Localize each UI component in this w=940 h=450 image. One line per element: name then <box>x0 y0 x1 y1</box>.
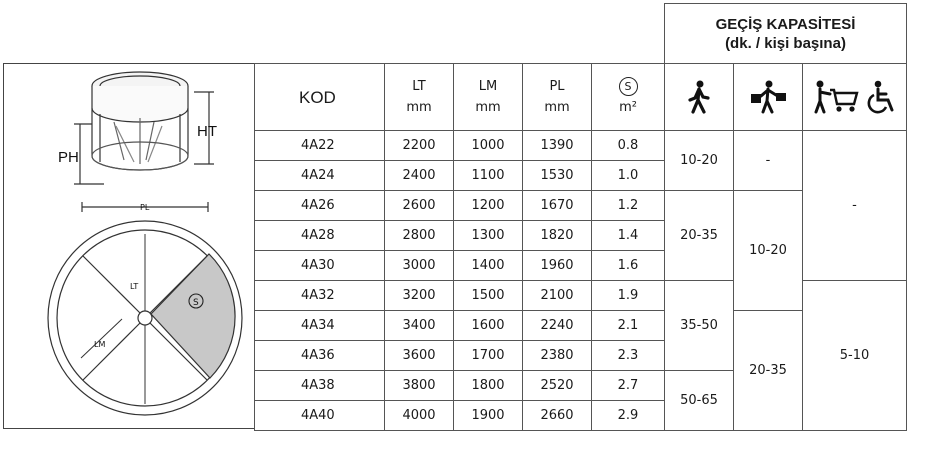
row-lt: 3800 <box>385 371 454 401</box>
row-lm: 1000 <box>454 131 523 161</box>
wheelchair-icon <box>864 80 898 114</box>
row-pl: 1960 <box>523 251 592 281</box>
ht-label: HT <box>197 123 217 140</box>
row-pl: 2240 <box>523 311 592 341</box>
row-pl: 1820 <box>523 221 592 251</box>
row-area: 1.2 <box>592 191 665 221</box>
ph-label: PH <box>58 149 79 166</box>
row-pl: 2520 <box>523 371 592 401</box>
row-area: 1.9 <box>592 281 665 311</box>
person-with-cart-icon <box>812 80 860 114</box>
walking-person-icon <box>686 80 712 114</box>
row-lm: 1300 <box>454 221 523 251</box>
row-lm: 1500 <box>454 281 523 311</box>
luggage-capacity: 20-35 <box>734 311 803 431</box>
row-area: 1.0 <box>592 161 665 191</box>
row-area: 2.9 <box>592 401 665 431</box>
spec-table <box>254 3 907 431</box>
capacity-title: GEÇİŞ KAPASİTESİ <box>715 15 856 33</box>
area-symbol-label: S <box>193 298 199 308</box>
row-lm: 1400 <box>454 251 523 281</box>
cart-capacity: 5-10 <box>803 281 907 431</box>
walking-capacity: 50-65 <box>665 371 734 431</box>
row-kod: 4A38 <box>255 371 385 401</box>
row-lt: 2400 <box>385 161 454 191</box>
row-lt: 2200 <box>385 131 454 161</box>
kod-header: KOD <box>255 64 385 131</box>
row-pl: 2100 <box>523 281 592 311</box>
walking-capacity: 35-50 <box>665 281 734 371</box>
row-lt: 3600 <box>385 341 454 371</box>
header-spacer <box>255 4 665 64</box>
person-with-luggage-icon <box>748 80 788 114</box>
row-kod: 4A36 <box>255 341 385 371</box>
row-lm: 1200 <box>454 191 523 221</box>
area-header <box>592 64 665 131</box>
row-pl: 2660 <box>523 401 592 431</box>
row-pl: 1670 <box>523 191 592 221</box>
cart-capacity: - <box>803 131 907 281</box>
lm-header-unit: mm <box>475 100 501 115</box>
row-pl: 2380 <box>523 341 592 371</box>
walking-capacity: 20-35 <box>665 191 734 281</box>
luggage-column-header <box>734 64 803 131</box>
row-kod: 4A40 <box>255 401 385 431</box>
row-lm: 1800 <box>454 371 523 401</box>
door-drawing-panel <box>3 63 255 429</box>
row-lm: 1600 <box>454 311 523 341</box>
lm-label: LM <box>94 340 106 349</box>
door-plan-view <box>48 202 242 415</box>
lt-header <box>385 64 454 131</box>
row-lt: 3000 <box>385 251 454 281</box>
row-kod: 4A34 <box>255 311 385 341</box>
area-header-unit: m² <box>619 100 637 115</box>
revolving-door-diagram <box>4 64 256 430</box>
pl-header-label: PL <box>549 79 565 94</box>
area-symbol-icon: S <box>619 77 638 96</box>
luggage-capacity: - <box>734 131 803 191</box>
capacity-header <box>665 4 907 64</box>
row-kod: 4A22 <box>255 131 385 161</box>
cart-column-header <box>803 64 907 131</box>
row-area: 0.8 <box>592 131 665 161</box>
luggage-capacity: 10-20 <box>734 191 803 311</box>
row-area: 2.1 <box>592 311 665 341</box>
row-lt: 3400 <box>385 311 454 341</box>
lm-header-label: LM <box>478 79 498 94</box>
row-pl: 1390 <box>523 131 592 161</box>
row-kod: 4A28 <box>255 221 385 251</box>
lt-header-unit: mm <box>406 100 432 115</box>
row-lt: 3200 <box>385 281 454 311</box>
walking-column-header <box>665 64 734 131</box>
lm-header <box>454 64 523 131</box>
row-lm: 1100 <box>454 161 523 191</box>
row-lt: 2600 <box>385 191 454 221</box>
lt-label: LT <box>130 282 139 291</box>
pl-header-unit: mm <box>544 100 570 115</box>
row-kod: 4A30 <box>255 251 385 281</box>
row-area: 1.6 <box>592 251 665 281</box>
row-area: 2.7 <box>592 371 665 401</box>
door-3d-view <box>74 72 214 184</box>
row-pl: 1530 <box>523 161 592 191</box>
row-kod: 4A26 <box>255 191 385 221</box>
row-lm: 1700 <box>454 341 523 371</box>
walking-capacity: 10-20 <box>665 131 734 191</box>
lt-header-label: LT <box>412 79 426 94</box>
capacity-subtitle: (dk. / kişi başına) <box>725 34 846 52</box>
row-area: 1.4 <box>592 221 665 251</box>
row-kod: 4A32 <box>255 281 385 311</box>
pl-label: PL <box>140 203 150 212</box>
row-lt: 4000 <box>385 401 454 431</box>
row-lm: 1900 <box>454 401 523 431</box>
row-area: 2.3 <box>592 341 665 371</box>
row-kod: 4A24 <box>255 161 385 191</box>
pl-header <box>523 64 592 131</box>
row-lt: 2800 <box>385 221 454 251</box>
